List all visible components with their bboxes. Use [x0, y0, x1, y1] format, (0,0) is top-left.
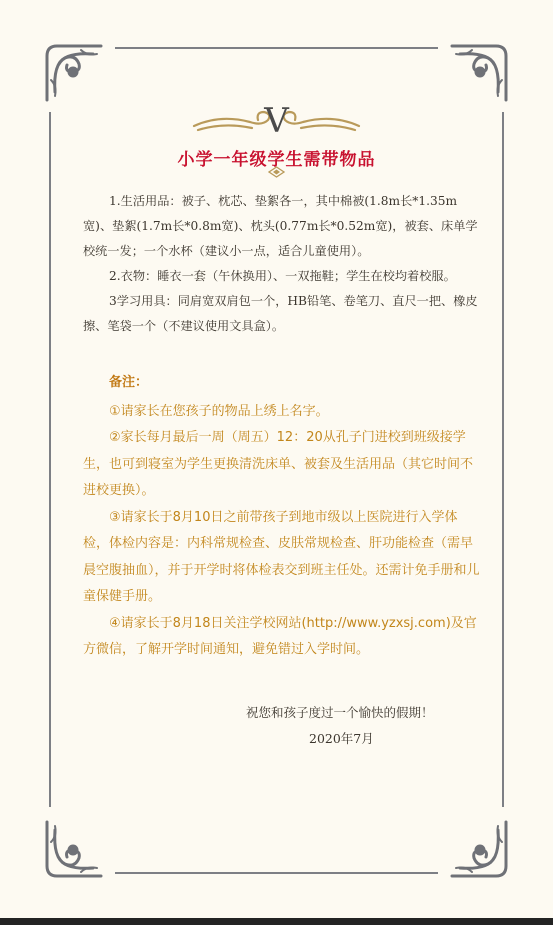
- closing-date: 2020年7月: [309, 731, 374, 746]
- page-title: 小学一年级学生需带物品: [177, 150, 376, 170]
- supply-item-daily: 1.生活用品：被子、枕芯、垫絮各一，其中棉被(1.8m长*1.35m宽)、垫絮(1.7m长*0.8m宽)、枕头(0.77m长*0.52m宽)，被套、床单学校统一发；一个水杯（建议小一点，适合儿童使用）。: [83, 194, 478, 258]
- note-item-1: ①请家长在您孩子的物品上绣上名字。: [109, 403, 329, 419]
- corner-ornament-bottom-right: [448, 818, 510, 880]
- notes-section: [83, 370, 483, 664]
- note-item-2: ②家长每月最后一周（周五）12：20从孔子门进校到班级接学生，也可到寝室为学生更换清洗床单、被套及生活用品（其它时间不进校更换）。: [83, 430, 474, 498]
- frame-right-line: [502, 112, 504, 807]
- frame-top-line: [115, 47, 438, 49]
- title-diamond-ornament: [268, 166, 285, 178]
- section-numeral: V: [264, 101, 289, 141]
- corner-ornament-top-right: [448, 42, 510, 104]
- note-item-4: ④请家长于8月18日关注学校网站(http://www.yzxsj.com)及官方微信，了解开学时间通知，避免错过入学时间。: [83, 615, 477, 657]
- supply-list: [83, 189, 483, 339]
- closing-wish: 祝您和孩子度过一个愉快的假期！: [246, 705, 434, 720]
- corner-ornament-bottom-left: [43, 818, 105, 880]
- corner-ornament-top-left: [43, 42, 105, 104]
- notes-heading: 备注：: [109, 375, 149, 390]
- bottom-band: [0, 918, 553, 925]
- supply-item-stationery: 3学习用具：同肩宽双肩包一个，HB铅笔、卷笔刀、直尺一把、橡皮擦、笔袋一个（不建议使用文具盒）。: [83, 294, 478, 333]
- frame-left-line: [49, 112, 51, 807]
- supply-item-clothing: 2.衣物：睡衣一套（午休换用）、一双拖鞋；学生在校均着校服。: [109, 269, 456, 283]
- note-item-3: ③请家长于8月10日之前带孩子到地市级以上医院进行入学体检，体检内容是：内科常规检查、皮肤常规检查、肝功能检查（需早晨空腹抽血），并于开学时将体检表交到班主任处。还需计免手册和儿童保健手册。: [83, 509, 480, 604]
- frame-bottom-line: [115, 872, 438, 874]
